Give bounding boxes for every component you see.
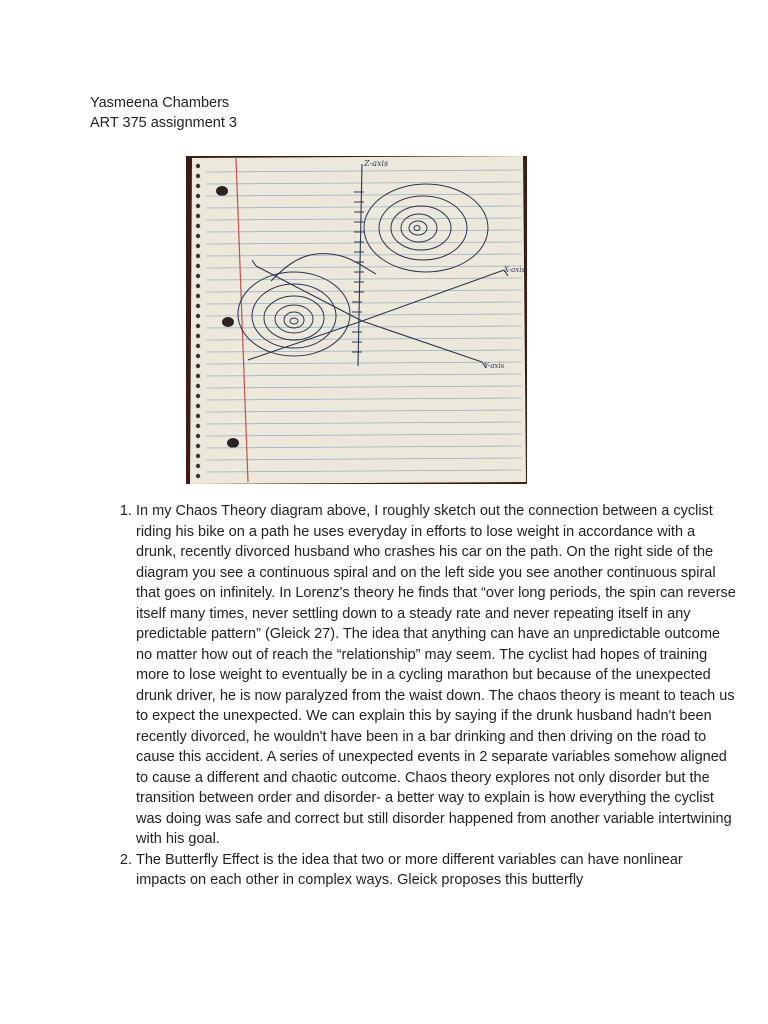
author-name: Yasmeena Chambers: [90, 95, 230, 111]
numbered-answers: [90, 501, 736, 891]
answer-item-1: 1. In my Chaos Theory diagram above, I roughly sketch out the connection between a cyclist riding his bike on a path he uses everyday in efforts to lose weight in accordance with a drunk, recently divorced husband who crashes his car on the path. On the right side of the diagram you see a continuous spiral and on the left side you see another continuous spiral that goes on infinitely. In Lorenz's theory he finds that “over long periods, the spin can reverse itself many times, never settling down to a steady rate and never repeating itself in any predictable pattern” (Gleick 27). The idea that anything can have an unpredictable outcome no matter how out of reach the “relationship” may seem. The cyclist had hopes of training more to lose weight to eventually be in a cycling marathon but because of the unexpected drunk driver, he is now paralyzed from the waist down. The chaos theory is meant to teach us to expect the unexpected. We can explain this by saying if the drunk husband hadn't been recently divorced, he wouldn't have been in a bar drinking and then driving on the road to cause this accident. A series of unexpected events in 2 separate variables somehow aligned to cause a different and chaotic outcome. Chaos theory explores not only disorder but the transition between order and disorder- a better way to explain is how everything the cyclist was doing was safe and correct but still disorder happened from another variable intertwining with his goal.: [136, 501, 736, 850]
notebook-drawing: [186, 156, 527, 484]
notebook-photo: [186, 156, 527, 484]
x-axis-label: X-axis: [504, 266, 526, 274]
y-axis-label: Y-axis: [484, 362, 505, 370]
document-header: [90, 93, 237, 133]
answer-item-2: 2. The Butterfly Effect is the idea that two or more different variables can have nonlinear impacts on each other in complex ways. Gleick proposes this butterfly: [136, 850, 736, 891]
z-axis-label: Z-axis: [364, 159, 389, 168]
course-title: ART 375 assignment 3: [90, 115, 237, 131]
